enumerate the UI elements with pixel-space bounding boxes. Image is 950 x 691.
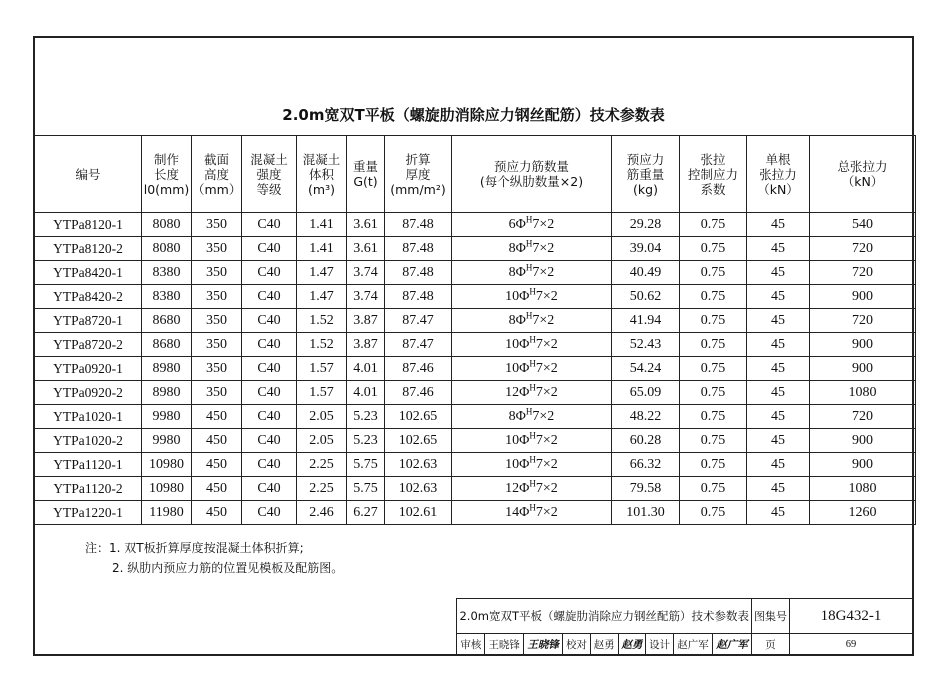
table-row — [35, 237, 916, 261]
cell-thickness: 102.65 — [385, 429, 452, 453]
tendon-grade: H — [529, 285, 536, 296]
cell-total: 720 — [810, 309, 916, 333]
cell-length: 8380 — [142, 285, 192, 309]
designer-signature: 赵广军 — [712, 634, 751, 655]
cell-height: 350 — [192, 261, 242, 285]
column-header-9: 张拉 控制应力 系数 — [680, 136, 747, 213]
cell-code: YTPa8420-2 — [35, 285, 142, 309]
table-row — [35, 309, 916, 333]
tendon-size: 7×2 — [535, 288, 558, 304]
cell-code: YTPa8120-2 — [35, 237, 142, 261]
tendon-symbol: Φ — [519, 384, 530, 400]
cell-length: 8080 — [142, 213, 192, 237]
cell-length: 8380 — [142, 261, 192, 285]
tendon-size: 7×2 — [535, 384, 558, 400]
cell-thickness: 102.61 — [385, 501, 452, 525]
cell-grade: C40 — [242, 429, 297, 453]
tendon-grade: H — [525, 213, 533, 224]
reviewer-label: 审核 — [457, 634, 485, 655]
cell-code: YTPa8720-2 — [35, 333, 142, 357]
table-row — [35, 453, 916, 477]
cell-length: 10980 — [142, 477, 192, 501]
tendon-symbol: Φ — [519, 432, 530, 448]
tendon-symbol: Φ — [519, 336, 530, 352]
cell-tendon — [452, 453, 612, 477]
cell-length: 9980 — [142, 429, 192, 453]
table-row — [35, 213, 916, 237]
cell-tendon_weight: 79.58 — [612, 477, 680, 501]
cell-tendon_weight: 39.04 — [612, 237, 680, 261]
column-header-4: 混凝土 体积 (m³) — [297, 136, 347, 213]
cell-volume: 1.41 — [297, 237, 347, 261]
cell-volume: 1.57 — [297, 381, 347, 405]
column-header-8: 预应力 筋重量 (kg) — [612, 136, 680, 213]
cell-length: 10980 — [142, 453, 192, 477]
cell-volume: 2.05 — [297, 429, 347, 453]
cell-coef: 0.75 — [680, 261, 747, 285]
cell-height: 350 — [192, 237, 242, 261]
cell-weight: 3.74 — [347, 261, 385, 285]
cell-length: 11980 — [142, 501, 192, 525]
table-title: 2.0m宽双T平板（螺旋肋消除应力钢丝配筋）技术参数表 — [282, 106, 665, 124]
cell-single: 45 — [747, 261, 810, 285]
tendon-size: 7×2 — [532, 312, 555, 328]
cell-thickness: 87.47 — [385, 333, 452, 357]
cell-single: 45 — [747, 429, 810, 453]
cell-code: YTPa1020-2 — [35, 429, 142, 453]
cell-thickness: 102.65 — [385, 405, 452, 429]
cell-weight: 5.75 — [347, 453, 385, 477]
table-row — [35, 381, 916, 405]
cell-thickness: 87.47 — [385, 309, 452, 333]
cell-coef: 0.75 — [680, 333, 747, 357]
cell-length: 8980 — [142, 381, 192, 405]
cell-volume: 2.46 — [297, 501, 347, 525]
cell-grade: C40 — [242, 477, 297, 501]
cell-coef: 0.75 — [680, 237, 747, 261]
column-header-0: 编号 — [35, 136, 142, 213]
cell-length: 8980 — [142, 357, 192, 381]
reviewer-signature: 王晓锋 — [524, 634, 563, 655]
cell-tendon_weight: 65.09 — [612, 381, 680, 405]
cell-thickness: 87.48 — [385, 261, 452, 285]
cell-volume: 1.47 — [297, 285, 347, 309]
cell-coef: 0.75 — [680, 309, 747, 333]
cell-length: 9980 — [142, 405, 192, 429]
column-header-1: 制作 长度 l0(mm) — [142, 136, 192, 213]
cell-volume: 2.25 — [297, 477, 347, 501]
tendon-count: 12 — [505, 480, 520, 496]
cell-code: YTPa8720-1 — [35, 309, 142, 333]
cell-weight: 6.27 — [347, 501, 385, 525]
cell-height: 450 — [192, 405, 242, 429]
cell-tendon — [452, 237, 612, 261]
tendon-size: 7×2 — [535, 336, 558, 352]
cell-weight: 4.01 — [347, 357, 385, 381]
atlas-number: 18G432-1 — [790, 599, 913, 634]
cell-length: 8680 — [142, 333, 192, 357]
cell-tendon — [452, 285, 612, 309]
cell-height: 350 — [192, 333, 242, 357]
atlas-label: 图集号 — [752, 599, 790, 634]
tendon-size: 7×2 — [535, 504, 558, 520]
tendon-symbol: Φ — [515, 408, 526, 424]
cell-single: 45 — [747, 405, 810, 429]
column-header-3: 混凝土 强度 等级 — [242, 136, 297, 213]
cell-volume: 1.41 — [297, 213, 347, 237]
cell-code: YTPa0920-2 — [35, 381, 142, 405]
cell-volume: 1.52 — [297, 309, 347, 333]
cell-tendon_weight: 29.28 — [612, 213, 680, 237]
tendon-count: 8 — [508, 312, 516, 328]
checker-name: 赵勇 — [590, 634, 618, 655]
cell-tendon — [452, 501, 612, 525]
tendon-size: 7×2 — [535, 456, 558, 472]
cell-single: 45 — [747, 333, 810, 357]
drawing-frame — [33, 36, 914, 656]
cell-single: 45 — [747, 381, 810, 405]
cell-grade: C40 — [242, 501, 297, 525]
table-body — [35, 213, 916, 525]
cell-code: YTPa1120-2 — [35, 477, 142, 501]
cell-tendon_weight: 40.49 — [612, 261, 680, 285]
cell-code: YTPa8120-1 — [35, 213, 142, 237]
cell-thickness: 87.48 — [385, 237, 452, 261]
tendon-grade: H — [529, 501, 536, 512]
cell-single: 45 — [747, 309, 810, 333]
cell-coef: 0.75 — [680, 429, 747, 453]
column-header-11: 总张拉力 （kN） — [810, 136, 916, 213]
table-row — [35, 333, 916, 357]
cell-thickness: 102.63 — [385, 477, 452, 501]
cell-tendon — [452, 477, 612, 501]
cell-total: 900 — [810, 285, 916, 309]
table-row — [35, 501, 916, 525]
notes — [85, 538, 343, 578]
cell-total: 1260 — [810, 501, 916, 525]
cell-coef: 0.75 — [680, 501, 747, 525]
tendon-grade: H — [529, 477, 536, 488]
cell-grade: C40 — [242, 285, 297, 309]
cell-total: 900 — [810, 453, 916, 477]
cell-weight: 3.87 — [347, 309, 385, 333]
cell-height: 350 — [192, 381, 242, 405]
cell-total: 720 — [810, 237, 916, 261]
cell-total: 900 — [810, 333, 916, 357]
cell-length: 8680 — [142, 309, 192, 333]
cell-tendon_weight: 66.32 — [612, 453, 680, 477]
tendon-grade: H — [525, 261, 533, 272]
tendon-grade: H — [525, 237, 533, 248]
cell-coef: 0.75 — [680, 213, 747, 237]
cell-tendon_weight: 52.43 — [612, 333, 680, 357]
table-row — [35, 429, 916, 453]
cell-coef: 0.75 — [680, 477, 747, 501]
cell-weight: 5.23 — [347, 429, 385, 453]
cell-weight: 3.87 — [347, 333, 385, 357]
cell-tendon_weight: 41.94 — [612, 309, 680, 333]
cell-weight: 3.61 — [347, 237, 385, 261]
cell-code: YTPa1120-1 — [35, 453, 142, 477]
column-header-10: 单根 张拉力 （kN） — [747, 136, 810, 213]
cell-height: 450 — [192, 477, 242, 501]
tendon-symbol: Φ — [519, 288, 530, 304]
cell-tendon_weight: 60.28 — [612, 429, 680, 453]
tendon-count: 10 — [505, 336, 520, 352]
cell-tendon — [452, 213, 612, 237]
tendon-count: 10 — [505, 288, 520, 304]
note-2: 2. 纵肋内预应力筋的位置见模板及配筋图。 — [112, 561, 344, 575]
cell-thickness: 87.48 — [385, 213, 452, 237]
cell-tendon_weight: 48.22 — [612, 405, 680, 429]
tendon-count: 10 — [505, 360, 520, 376]
cell-grade: C40 — [242, 213, 297, 237]
cell-volume: 1.57 — [297, 357, 347, 381]
cell-grade: C40 — [242, 309, 297, 333]
tendon-symbol: Φ — [519, 480, 530, 496]
cell-single: 45 — [747, 477, 810, 501]
table-row — [35, 285, 916, 309]
tendon-size: 7×2 — [532, 240, 555, 256]
parameter-table — [34, 135, 916, 525]
cell-grade: C40 — [242, 333, 297, 357]
table-row — [35, 357, 916, 381]
cell-weight: 3.61 — [347, 213, 385, 237]
tendon-symbol: Φ — [515, 216, 526, 232]
tendon-size: 7×2 — [535, 360, 558, 376]
cell-grade: C40 — [242, 237, 297, 261]
cell-single: 45 — [747, 213, 810, 237]
cell-height: 450 — [192, 453, 242, 477]
cell-coef: 0.75 — [680, 405, 747, 429]
tendon-grade: H — [525, 309, 533, 320]
cell-tendon — [452, 381, 612, 405]
cell-code: YTPa8420-1 — [35, 261, 142, 285]
tendon-count: 10 — [505, 432, 520, 448]
cell-coef: 0.75 — [680, 285, 747, 309]
tendon-count: 8 — [508, 408, 516, 424]
cell-tendon — [452, 333, 612, 357]
tendon-count: 6 — [508, 216, 516, 232]
tendon-count: 14 — [505, 504, 520, 520]
tendon-grade: H — [525, 405, 533, 416]
cell-weight: 3.74 — [347, 285, 385, 309]
cell-grade: C40 — [242, 381, 297, 405]
cell-height: 350 — [192, 357, 242, 381]
tendon-count: 10 — [505, 456, 520, 472]
cell-coef: 0.75 — [680, 381, 747, 405]
title-block — [456, 598, 913, 655]
tendon-size: 7×2 — [532, 264, 555, 280]
designer-label: 设计 — [646, 634, 674, 655]
tendon-symbol: Φ — [515, 312, 526, 328]
table-row — [35, 477, 916, 501]
cell-single: 45 — [747, 453, 810, 477]
checker-signature: 赵勇 — [618, 634, 646, 655]
cell-tendon_weight: 54.24 — [612, 357, 680, 381]
reviewer-name: 王晓锋 — [485, 634, 524, 655]
cell-total: 1080 — [810, 381, 916, 405]
cell-total: 900 — [810, 357, 916, 381]
cell-code: YTPa1020-1 — [35, 405, 142, 429]
note-1: 注：1. 双T板折算厚度按混凝土体积折算; — [85, 541, 304, 555]
cell-grade: C40 — [242, 357, 297, 381]
cell-weight: 5.75 — [347, 477, 385, 501]
cell-thickness: 102.63 — [385, 453, 452, 477]
cell-height: 350 — [192, 213, 242, 237]
page-number: 69 — [790, 634, 913, 655]
cell-tendon — [452, 429, 612, 453]
cell-height: 450 — [192, 501, 242, 525]
cell-weight: 5.23 — [347, 405, 385, 429]
cell-thickness: 87.48 — [385, 285, 452, 309]
designer-name: 赵广军 — [674, 634, 713, 655]
cell-tendon — [452, 261, 612, 285]
tendon-grade: H — [529, 381, 536, 392]
cell-height: 450 — [192, 429, 242, 453]
cell-coef: 0.75 — [680, 357, 747, 381]
title-block-title: 2.0m宽双T平板（螺旋肋消除应力钢丝配筋）技术参数表 — [457, 599, 752, 634]
column-header-7: 预应力筋数量 (每个纵肋数量×2) — [452, 136, 612, 213]
tendon-symbol: Φ — [515, 264, 526, 280]
tendon-symbol: Φ — [515, 240, 526, 256]
cell-thickness: 87.46 — [385, 381, 452, 405]
tendon-grade: H — [529, 453, 536, 464]
cell-single: 45 — [747, 501, 810, 525]
cell-total: 1080 — [810, 477, 916, 501]
page-label: 页 — [752, 634, 790, 655]
cell-length: 8080 — [142, 237, 192, 261]
tendon-grade: H — [529, 357, 536, 368]
tendon-size: 7×2 — [535, 432, 558, 448]
cell-volume: 2.25 — [297, 453, 347, 477]
tendon-grade: H — [529, 333, 536, 344]
checker-label: 校对 — [563, 634, 591, 655]
cell-volume: 1.47 — [297, 261, 347, 285]
cell-volume: 1.52 — [297, 333, 347, 357]
cell-tendon_weight: 101.30 — [612, 501, 680, 525]
cell-grade: C40 — [242, 405, 297, 429]
cell-height: 350 — [192, 285, 242, 309]
tendon-count: 8 — [508, 240, 516, 256]
cell-tendon — [452, 309, 612, 333]
cell-code: YTPa0920-1 — [35, 357, 142, 381]
cell-code: YTPa1220-1 — [35, 501, 142, 525]
cell-tendon — [452, 357, 612, 381]
cell-grade: C40 — [242, 261, 297, 285]
tendon-symbol: Φ — [519, 360, 530, 376]
column-header-6: 折算 厚度 (mm/m²) — [385, 136, 452, 213]
cell-single: 45 — [747, 237, 810, 261]
cell-total: 540 — [810, 213, 916, 237]
tendon-count: 8 — [508, 264, 516, 280]
tendon-size: 7×2 — [532, 408, 555, 424]
cell-tendon_weight: 50.62 — [612, 285, 680, 309]
cell-total: 900 — [810, 429, 916, 453]
column-header-2: 截面 高度 （mm） — [192, 136, 242, 213]
cell-height: 350 — [192, 309, 242, 333]
table-header-row — [35, 136, 916, 213]
table-row — [35, 261, 916, 285]
tendon-size: 7×2 — [532, 216, 555, 232]
cell-single: 45 — [747, 357, 810, 381]
table-row — [35, 405, 916, 429]
cell-volume: 2.05 — [297, 405, 347, 429]
column-header-5: 重量 G(t) — [347, 136, 385, 213]
cell-weight: 4.01 — [347, 381, 385, 405]
tendon-count: 12 — [505, 384, 520, 400]
tendon-grade: H — [529, 429, 536, 440]
tendon-symbol: Φ — [519, 456, 530, 472]
cell-coef: 0.75 — [680, 453, 747, 477]
cell-single: 45 — [747, 285, 810, 309]
tendon-size: 7×2 — [535, 480, 558, 496]
tendon-symbol: Φ — [519, 504, 530, 520]
cell-total: 720 — [810, 261, 916, 285]
cell-grade: C40 — [242, 453, 297, 477]
cell-total: 720 — [810, 405, 916, 429]
cell-tendon — [452, 405, 612, 429]
cell-thickness: 87.46 — [385, 357, 452, 381]
